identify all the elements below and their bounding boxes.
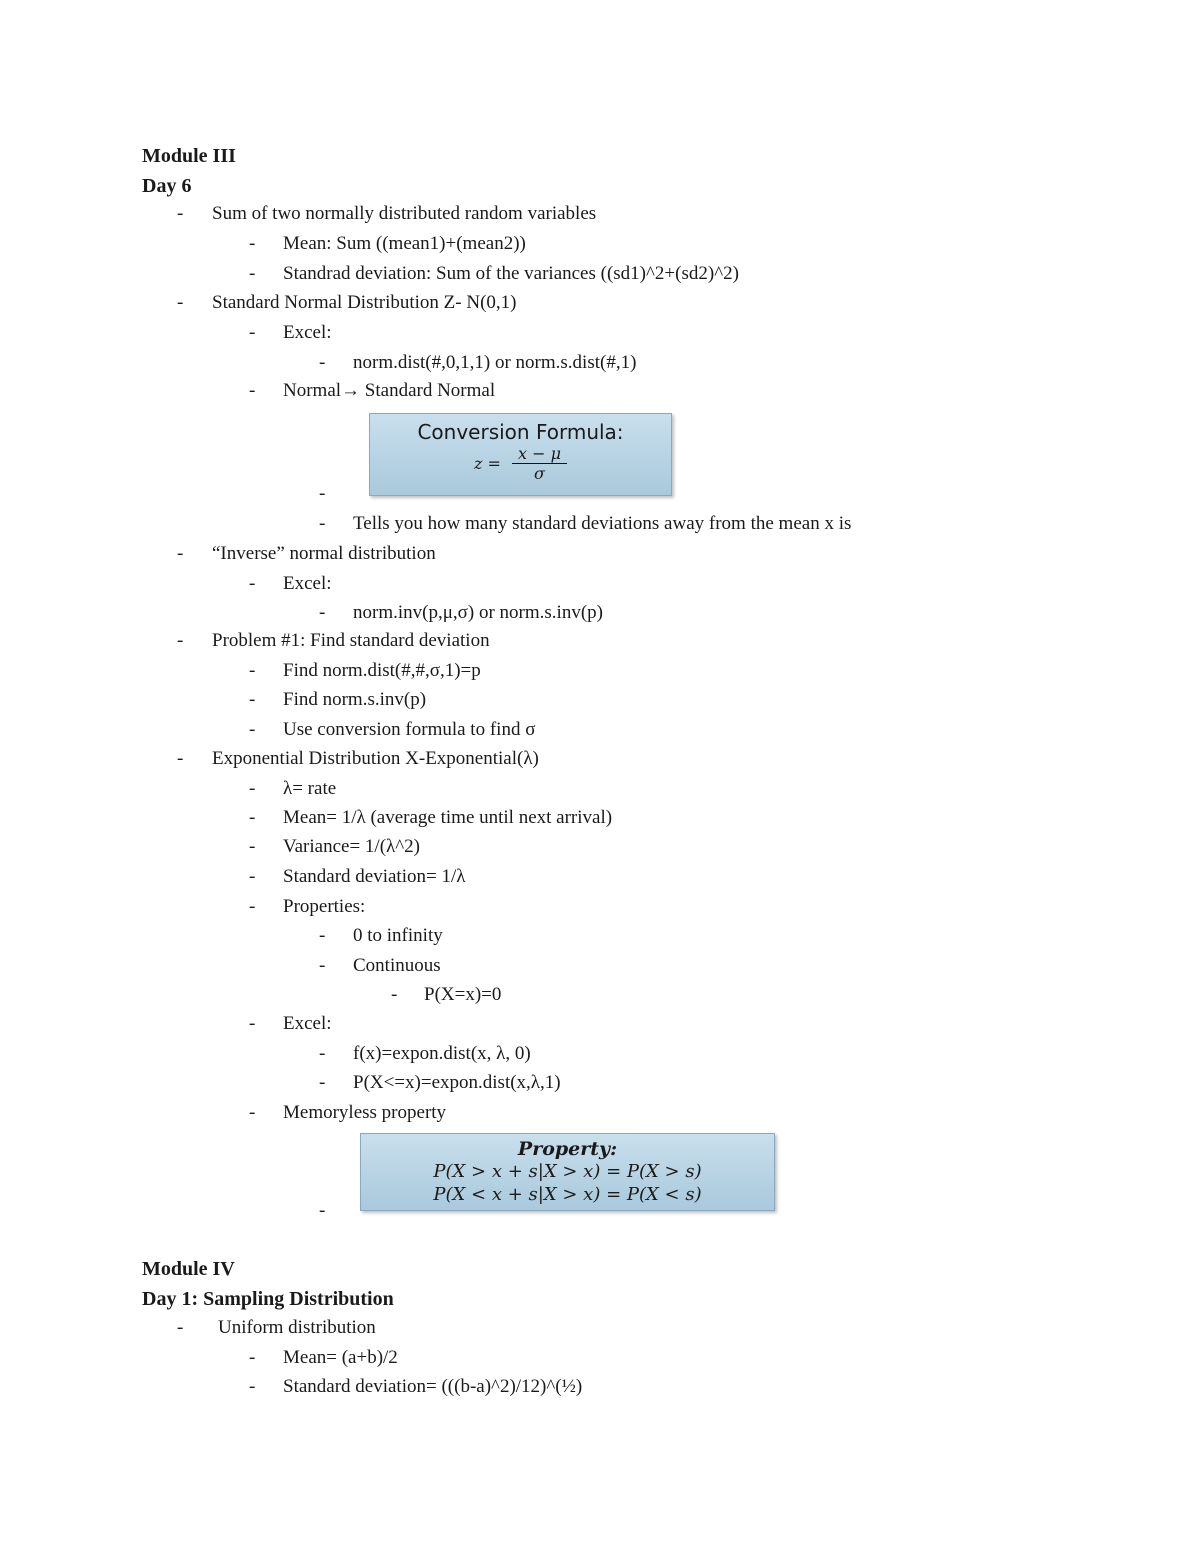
bullet-dash: -: [249, 1013, 256, 1034]
bullet-dash: -: [177, 203, 184, 224]
bullet-dash: -: [249, 719, 256, 740]
list-item: Mean= 1/λ (average time until next arrival): [283, 807, 613, 828]
list-item: Tells you how many standard deviations away from the mean x is: [353, 513, 852, 534]
property-title: Property:: [517, 1138, 618, 1160]
bullet-dash: -: [249, 380, 256, 401]
bullet-dash: -: [319, 955, 326, 976]
bullet-dash: -: [249, 866, 256, 887]
list-item: Find norm.s.inv(p): [283, 689, 427, 710]
list-item: Excel:: [283, 573, 332, 594]
bullet-dash: -: [249, 263, 256, 284]
list-item: Standrad deviation: Sum of the variances ((sd1)^2+(sd2)^2): [283, 263, 739, 284]
list-item: Memoryless property: [283, 1102, 447, 1123]
formula-numerator: x − μ: [512, 444, 567, 464]
list-item: Use conversion formula to find σ: [283, 719, 536, 740]
bullet-dash: -: [249, 807, 256, 828]
bullet-dash: -: [249, 778, 256, 799]
bullet-dash: -: [319, 1200, 326, 1221]
list-item: Variance= 1/(λ^2): [283, 836, 420, 857]
list-item: “Inverse” normal distribution: [212, 543, 436, 564]
property-equation-1: P(X > x + s|X > x) = P(X > s): [433, 1161, 702, 1182]
bullet-dash: -: [249, 1347, 256, 1368]
bullet-dash: -: [319, 602, 326, 623]
bullet-dash: -: [319, 352, 326, 373]
list-item: Problem #1: Find standard deviation: [212, 630, 490, 651]
list-item: norm.inv(p,μ,σ) or norm.s.inv(p): [353, 602, 603, 623]
bullet-dash: -: [319, 513, 326, 534]
conversion-formula-box: [369, 413, 672, 496]
bullet-dash: -: [249, 689, 256, 710]
bullet-dash: -: [391, 984, 398, 1005]
list-item: Standard Normal Distribution Z- N(0,1): [212, 292, 517, 313]
list-item: Sum of two normally distributed random variables: [212, 203, 597, 224]
list-item: f(x)=expon.dist(x, λ, 0): [353, 1043, 531, 1064]
bullet-dash: -: [319, 1043, 326, 1064]
bullet-dash: -: [319, 1072, 326, 1093]
list-item: Normal→ Standard Normal: [283, 380, 496, 401]
formula-lhs: z =: [473, 454, 501, 473]
list-item: Continuous: [353, 955, 441, 976]
bullet-dash: -: [249, 1376, 256, 1397]
list-item: P(X=x)=0: [424, 984, 502, 1005]
bullet-dash: -: [249, 233, 256, 254]
bullet-dash: -: [249, 322, 256, 343]
module-iii-heading: Module III: [142, 145, 236, 167]
list-item: Properties:: [283, 896, 366, 917]
conversion-formula-title: Conversion Formula:: [417, 420, 624, 444]
bullet-dash: -: [249, 1102, 256, 1123]
memoryless-property-box: [360, 1133, 775, 1211]
day-1-heading: Day 1: Sampling Distribution: [142, 1288, 394, 1310]
bullet-dash: -: [177, 748, 184, 769]
list-item: norm.dist(#,0,1,1) or norm.s.dist(#,1): [353, 352, 637, 373]
bullet-dash: -: [319, 925, 326, 946]
formula-denominator: σ: [534, 464, 545, 483]
bullet-dash: -: [249, 660, 256, 681]
bullet-dash: -: [177, 1317, 184, 1338]
list-item: Exponential Distribution X-Exponential(λ): [212, 748, 539, 769]
list-item: Standard deviation= 1/λ: [283, 866, 466, 887]
conversion-formula-equation: [370, 444, 671, 483]
bullet-dash: -: [177, 543, 184, 564]
list-item: Mean: Sum ((mean1)+(mean2)): [283, 233, 526, 254]
module-iv-heading: Module IV: [142, 1258, 235, 1280]
list-item: Excel:: [283, 1013, 332, 1034]
bullet-dash: -: [177, 292, 184, 313]
list-item: Uniform distribution: [218, 1317, 376, 1338]
list-item: Standard deviation= (((b-a)^2)/12)^(½): [283, 1376, 583, 1397]
list-item: Excel:: [283, 322, 332, 343]
bullet-dash: -: [249, 836, 256, 857]
day-6-heading: Day 6: [142, 175, 192, 197]
bullet-dash: -: [319, 483, 326, 504]
list-item: λ= rate: [283, 778, 337, 799]
list-item: Mean= (a+b)/2: [283, 1347, 398, 1368]
bullet-dash: -: [177, 630, 184, 651]
list-item: Find norm.dist(#,#,σ,1)=p: [283, 660, 481, 681]
property-equation-2: P(X < x + s|X > x) = P(X < s): [433, 1184, 702, 1205]
formula-fraction: [512, 444, 567, 483]
bullet-dash: -: [249, 573, 256, 594]
list-item: P(X<=x)=expon.dist(x,λ,1): [353, 1072, 561, 1093]
bullet-dash: -: [249, 896, 256, 917]
list-item: 0 to infinity: [353, 925, 443, 946]
